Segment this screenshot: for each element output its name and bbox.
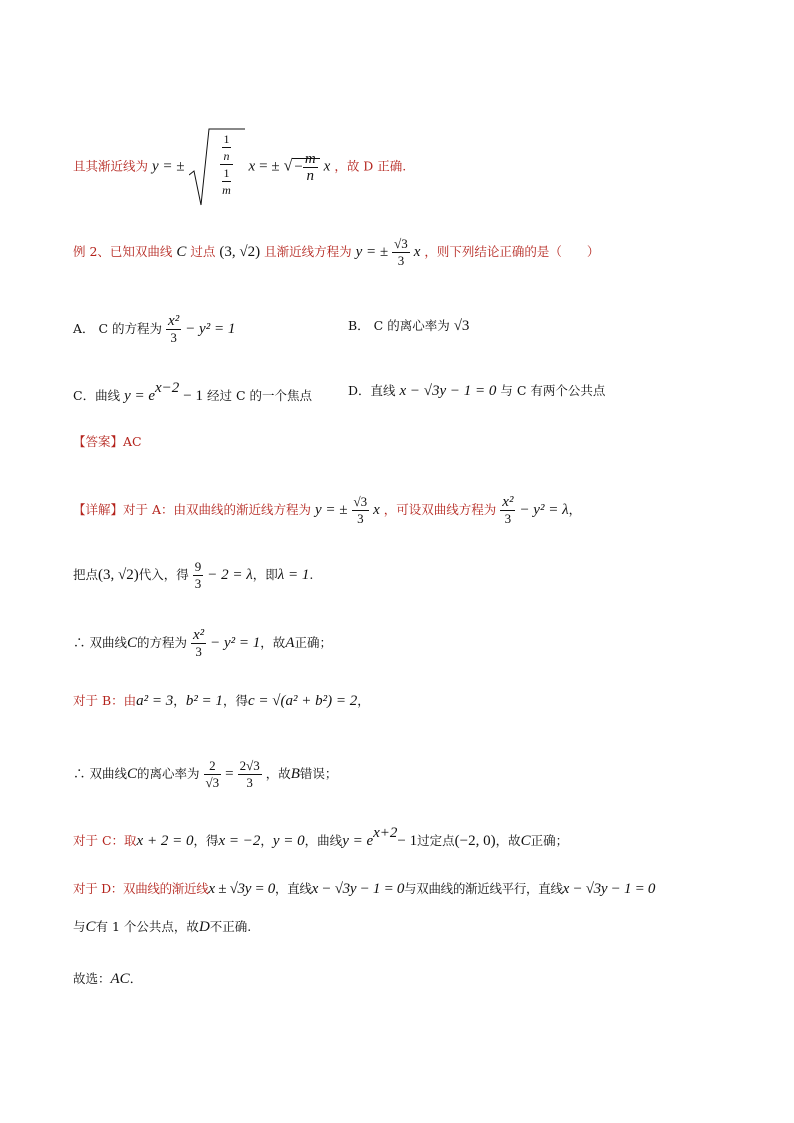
curve-name: C [176, 244, 187, 260]
example-label: 例 2、已知双曲线 [73, 244, 173, 259]
detail-line-4: 对于 B：由a² = 3，b² = 1，得c = √(a² + b²) = 2， [73, 693, 370, 709]
line1-tail: ，故 D 正确. [334, 158, 407, 174]
detail-line-8: 与C有 1 个公共点，故D不正确. [73, 919, 252, 935]
option-c-tail: − 1 [183, 388, 203, 404]
option-d-label: D．直线 [348, 383, 396, 398]
option-c-exp: x−2 [155, 380, 180, 396]
example-asym-text: 且渐近线方程为 [264, 244, 352, 259]
x-var: x [413, 244, 421, 260]
example-point: (3, √2) [219, 244, 261, 260]
answer-value: AC [123, 434, 142, 449]
option-b-label: B． [348, 318, 370, 333]
asymptote-line [73, 127, 406, 207]
line1-formula-left: y = ± [152, 158, 185, 175]
detail-line-9: 故选：AC． [73, 971, 143, 987]
option-d [348, 381, 605, 400]
x-var: x [248, 158, 256, 175]
example-through: 过点 [190, 244, 216, 259]
example-formula: y = ± [355, 244, 389, 260]
x-var: x [323, 158, 331, 175]
option-c-text: 经过 C 的一个焦点 [206, 388, 312, 403]
detail-line-6: 对于 C：取x + 2 = 0，得x = −2，y = 0，曲线$y = e^{x+2}- 1$过定点(−2, 0)，故C正确； [73, 825, 569, 849]
eq-pm: = ± [259, 158, 280, 175]
answer-line [73, 436, 142, 449]
nested-frac: 1 n 1 m [222, 132, 231, 197]
detail-line-2: 把点(3, √2)代入，得 $\frac{9}{3}$ − 2 = λ，即λ = 1. [73, 559, 314, 591]
line1-text: 且其渐近线为 [73, 158, 149, 174]
option-d-formula: x − √3y − 1 = 0 [399, 383, 497, 399]
option-a-frac: $\frac{\text{x²}}{3}$ [168, 313, 180, 345]
detail-label: 【详解】 [73, 502, 124, 517]
detail-line-1: 【详解】对于 A：由双曲线的渐近线方程为 y = ± $\frac{√3}{3}$ x ，可设双曲线方程为 $\frac{\text{x²}}{3}$ − y² = λ， [73, 494, 582, 526]
big-sqrt [189, 127, 245, 207]
sqrt3-over-3: $\frac{√3}{3}$ [394, 236, 408, 268]
example-tail: ，则下列结论正确的是（ ） [424, 244, 600, 259]
option-c-label: C．曲线 [73, 388, 121, 403]
detail-line-3: ∴ 双曲线C的方程为 $\frac{\text{x²}}{3}$ − y² = 1，故A正确； [73, 627, 332, 659]
option-a-tail: − y² = 1 [185, 321, 236, 337]
option-d-text: 与 C 有两个公共点 [500, 383, 606, 398]
example-question [73, 236, 599, 269]
option-b-value: √3 [453, 318, 470, 334]
option-a-text: C 的方程为 [98, 321, 163, 336]
sqrt-body: − $\frac{m}{n}$ [292, 158, 319, 175]
option-c-formula: y = e [124, 388, 155, 404]
option-a [73, 313, 235, 346]
detail-line-5: ∴ 双曲线C的离心率为 $\frac{2}{√3}$ = $\frac{2√3}{3}$ ，故B错误； [73, 758, 338, 790]
option-c [73, 381, 312, 404]
option-b-text: C 的离心率为 [373, 318, 450, 333]
option-a-label: A． [73, 321, 95, 336]
option-b [348, 316, 469, 335]
detail-line-7: 对于 D：双曲线的渐近线x ± √3y = 0，直线x − √3y − 1 = 0与双曲线的渐近线平行，直线x − √3y − 1 = 0 [73, 881, 656, 897]
answer-label: 【答案】 [73, 434, 124, 449]
sqrt-sign-icon: √ [283, 157, 293, 175]
